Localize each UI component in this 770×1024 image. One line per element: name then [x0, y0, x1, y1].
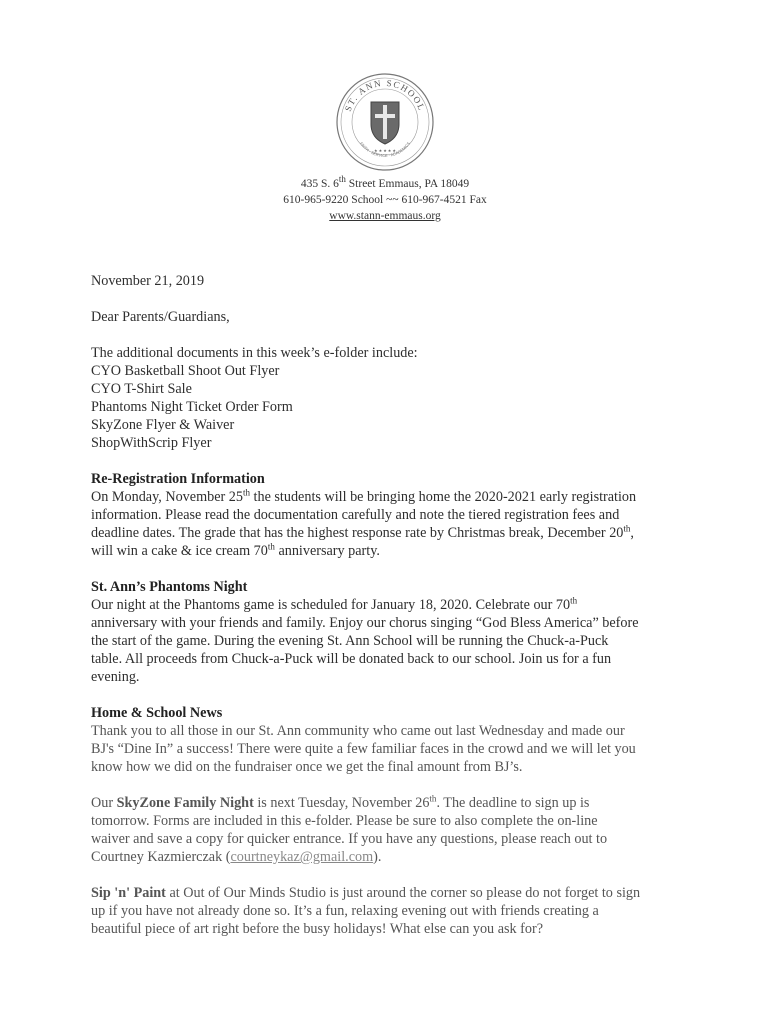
skyzone-line: waiver and save a copy for quicker entrance. If you have any questions, please reach out to	[91, 831, 608, 847]
sip-paint-line: up if you have not already done so. It’s a fun, relaxing evening out with friends creating a	[91, 903, 599, 919]
school-address: 435 S. 6th Street Emmaus, PA 18049	[300, 174, 470, 190]
home-school-line: Thank you to all those in our St. Ann community who came out last Wednesday and made our	[91, 723, 625, 739]
phantoms-line: the start of the game. During the evening St. Ann School will be running the Chuck-a-Puck	[91, 633, 609, 649]
reregistration-line: will win a cake & ice cream 70th anniversary party.	[91, 541, 380, 559]
phantoms-line: table. All proceeds from Chuck-a-Puck will be donated back to our school. Join us for a fun	[91, 651, 612, 667]
sip-paint-line: beautiful piece of art right before the busy holidays! What else can you ask for?	[91, 921, 543, 937]
phantoms-line: anniversary with your friends and family. Enjoy our chorus singing “God Bless America” before	[91, 615, 639, 631]
sip-paint-line: Sip 'n' Paint at Out of Our Minds Studio is just around the corner so please do not forget to sign	[91, 885, 641, 901]
phantoms-line: Our night at the Phantoms game is scheduled for January 18, 2020. Celebrate our 70th	[91, 595, 578, 613]
skyzone-line: Courtney Kazmierczak (courtneykaz@gmail.com).	[91, 849, 382, 865]
doc-item: Phantoms Night Ticket Order Form	[91, 399, 293, 415]
letter-date: November 21, 2019	[91, 273, 205, 289]
reregistration-line: information. Please read the documentation carefully and note the tiered registration fees and	[91, 507, 620, 523]
doc-item: SkyZone Flyer & Waiver	[91, 417, 235, 433]
doc-item: ShopWithScrip Flyer	[91, 435, 212, 451]
home-school-line: BJ's “Dine In” a success! There were quite a few familiar faces in the crowd and we will let you	[91, 741, 636, 757]
reregistration-line: deadline dates. The grade that has the highest response rate by Christmas break, December 20th,	[91, 523, 634, 541]
doc-item: CYO T-Shirt Sale	[91, 381, 192, 397]
school-website-link[interactable]: www.stann-emmaus.org	[329, 210, 441, 222]
svg-text:ST. ANN SCHOOL: ST. ANN SCHOOL	[342, 77, 428, 113]
letterhead	[0, 176, 770, 224]
home-school-heading: Home & School News	[91, 705, 223, 721]
svg-text:★ ★ ★ ★ ★: ★ ★ ★ ★ ★	[374, 148, 396, 153]
reregistration-line: On Monday, November 25th the students will be bringing home the 2020-2021 early registration	[91, 487, 637, 505]
home-school-line: know how we did on the fundraiser once we get the final amount from BJ’s.	[91, 759, 523, 775]
docs-intro: The additional documents in this week’s e-folder include:	[91, 345, 418, 361]
phantoms-heading: St. Ann’s Phantoms Night	[91, 579, 248, 595]
school-seal-logo	[335, 72, 435, 172]
svg-text:FAITH · SERVICE · ACADEMICS: FAITH · SERVICE · ACADEMICS	[358, 140, 412, 159]
doc-item: CYO Basketball Shoot Out Flyer	[91, 363, 280, 379]
salutation: Dear Parents/Guardians,	[91, 309, 230, 325]
reregistration-heading: Re-Registration Information	[91, 471, 265, 487]
email-link[interactable]: courtneykaz@gmail.com	[230, 849, 374, 865]
letter-body	[91, 272, 701, 938]
phantoms-line: evening.	[91, 669, 140, 685]
school-phone: 610-965-9220 School ~~ 610-967-4521 Fax	[283, 194, 487, 206]
skyzone-line: tomorrow. Forms are included in this e-folder. Please be sure to also complete the on-line	[91, 813, 598, 829]
skyzone-line: Our SkyZone Family Night is next Tuesday, November 26th. The deadline to sign up is	[91, 793, 590, 811]
